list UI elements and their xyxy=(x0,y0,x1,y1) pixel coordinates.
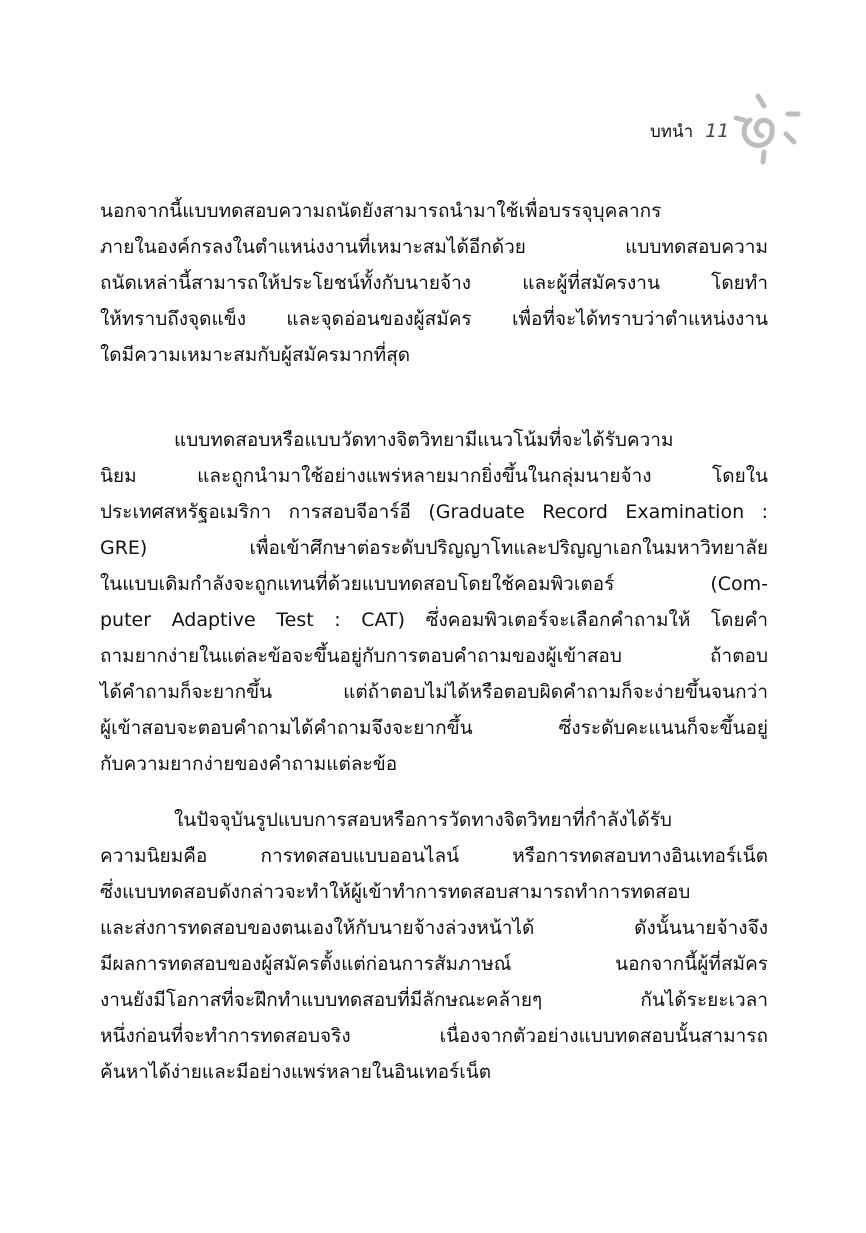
text-line: มีผลการทดสอบของผู้สมัครตั้งแต่ก่อนการสัมภาษณ์ นอกจากนี้ผู้ที่สมัคร xyxy=(100,953,768,975)
text-line: ใดมีความเหมาะสมกับผู้สมัครมากที่สุด xyxy=(100,344,411,366)
text-line: ในปัจจุบันรูปแบบการสอบหรือการวัดทางจิตวิทยาที่กำลังได้รับ xyxy=(174,809,672,831)
text-line: ค้นหาได้ง่ายและมีอย่างแพร่หลายในอินเทอร์เน็ต xyxy=(100,1061,492,1083)
paragraph-2 xyxy=(100,422,768,782)
text-line: ประเทศสหรัฐอเมริกา การสอบจีอาร์อี (Graduate Record Examination : xyxy=(100,501,768,523)
text-line: ได้คำถามก็จะยากขึ้น แต่ถ้าตอบไม่ได้หรือตอบผิดคำถามก็จะง่ายขึ้นจนกว่า xyxy=(100,681,768,703)
text-line: หนึ่งก่อนที่จะทำการทดสอบจริง เนื่องจากตัวอย่างแบบทดสอบนั้นสามารถ xyxy=(100,1025,768,1047)
chapter-number: 11 xyxy=(705,120,730,142)
text-line: ความนิยมคือ การทดสอบแบบออนไลน์ หรือการทดสอบทางอินเทอร์เน็ต xyxy=(100,845,768,867)
chapter-header xyxy=(650,118,729,145)
text-line: ซึ่งแบบทดสอบดังกล่าวจะทำให้ผู้เข้าทำการทดสอบสามารถทำการทดสอบ xyxy=(100,881,691,903)
text-line: ให้ทราบถึงจุดแข็ง และจุดอ่อนของผู้สมัคร เพื่อที่จะได้ทราบว่าตำแหน่งงาน xyxy=(100,308,768,330)
text-line: งานยังมีโอกาสที่จะฝึกทำแบบทดสอบที่มีลักษณะคล้ายๆ กันได้ระยะเวลา xyxy=(100,989,768,1011)
paragraph-3 xyxy=(100,802,768,1090)
text-line: GRE) เพื่อเข้าศึกษาต่อระดับปริญญาโทและปริญญาเอกในมหาวิทยาลัย xyxy=(100,537,768,559)
text-line: ในแบบเดิมกำลังจะถูกแทนที่ด้วยแบบทดสอบโดยใช้คอมพิวเตอร์ (Com- xyxy=(100,573,768,595)
chapter-label: บทนำ xyxy=(650,122,694,142)
text-line: กับความยากง่ายของคำถามแต่ละข้อ xyxy=(100,753,398,775)
paragraph-1 xyxy=(100,193,768,373)
text-line: นิยม และถูกนำมาใช้อย่างแพร่หลายมากยิ่งขึ้นในกลุ่มนายจ้าง โดยใน xyxy=(100,465,768,487)
text-line: puter Adaptive Test : CAT) ซึ่งคอมพิวเตอร์จะเลือกคำถามให้ โดยคำ xyxy=(100,609,768,631)
text-line: ภายในองค์กรลงในตำแหน่งงานที่เหมาะสมได้อีกด้วย แบบทดสอบความ xyxy=(100,236,768,258)
text-line: ผู้เข้าสอบจะตอบคำถามได้คำถามจึงจะยากขึ้น ซึ่งระดับคะแนนก็จะขึ้นอยู่ xyxy=(100,717,768,739)
sun-decoration-icon xyxy=(722,86,812,166)
text-line: แบบทดสอบหรือแบบวัดทางจิตวิทยามีแนวโน้มที่จะได้รับความ xyxy=(174,429,674,451)
text-line: ถามยากง่ายในแต่ละข้อจะขึ้นอยู่กับการตอบคำถามของผู้เข้าสอบ ถ้าตอบ xyxy=(100,645,768,667)
text-line: ถนัดเหล่านี้สามารถให้ประโยชน์ทั้งกับนายจ้าง และผู้ที่สมัครงาน โดยทำ xyxy=(100,272,768,294)
text-line: นอกจากนี้แบบทดสอบความถนัดยังสามารถนำมาใช้เพื่อบรรจุบุคลากร xyxy=(100,200,662,222)
text-line: และส่งการทดสอบของตนเองให้กับนายจ้างล่วงหน้าได้ ดังนั้นนายจ้างจึง xyxy=(100,917,768,939)
